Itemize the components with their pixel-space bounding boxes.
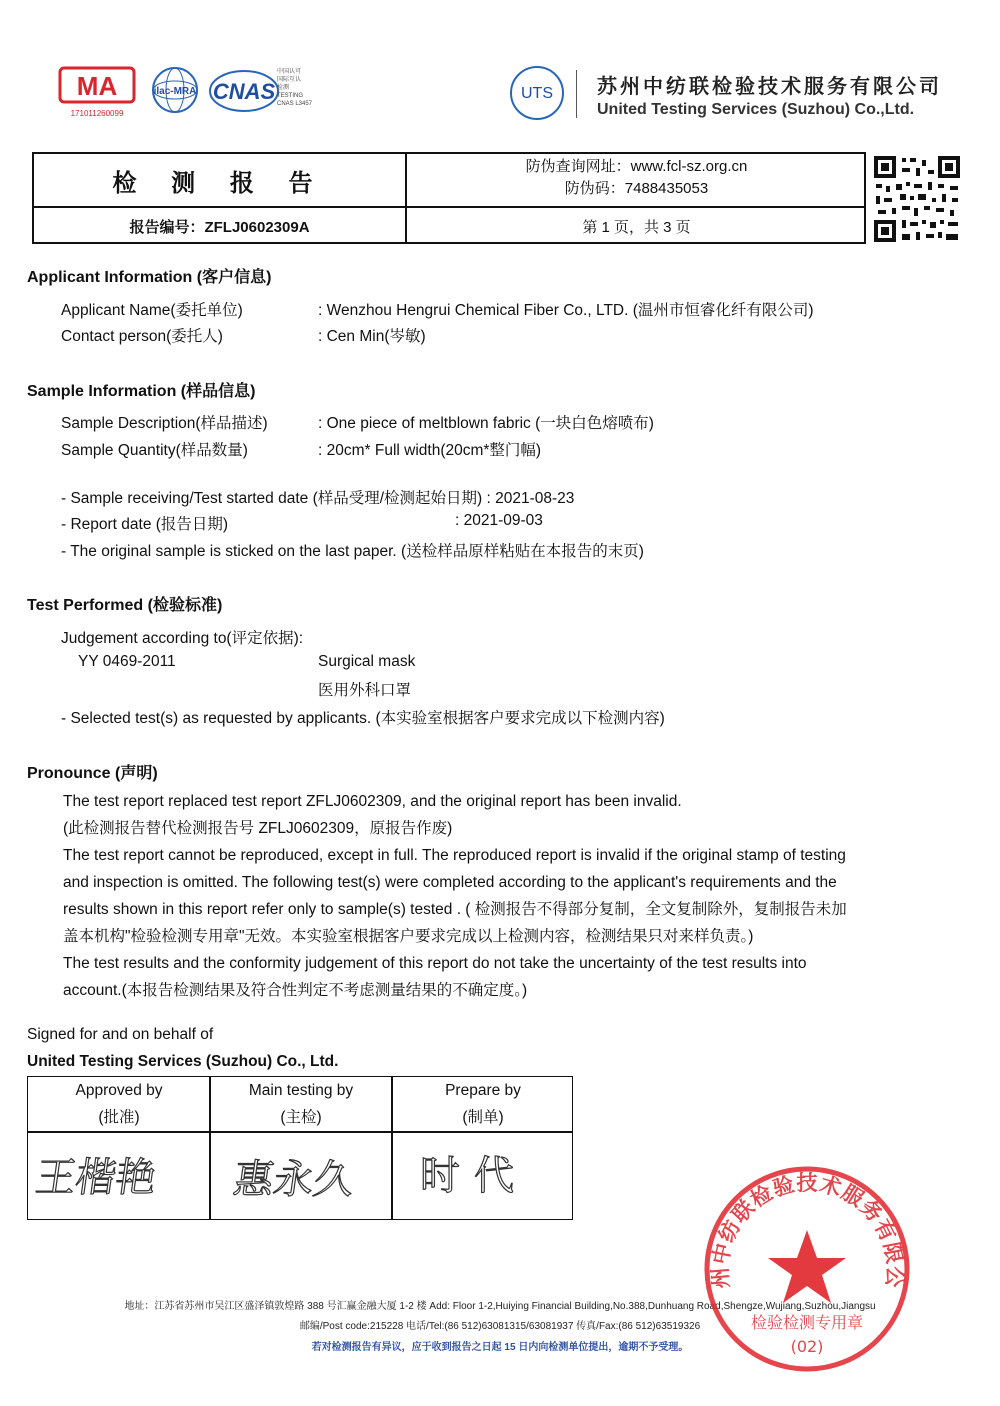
table-divider xyxy=(28,1131,572,1133)
ma-number: 171011260099 xyxy=(70,109,124,118)
header-divider xyxy=(576,70,577,118)
pronounce-line: The test results and the conformity judgement of this report do not take the uncertainty of the test results into xyxy=(63,955,807,972)
approved-by-header xyxy=(28,1077,210,1131)
applicant-name-value: : Wenzhou Hengrui Chemical Fiber Co., LTD. (温州市恒睿化纤有限公司) xyxy=(318,302,814,319)
sample-quantity-label: Sample Quantity(样品数量) xyxy=(61,442,248,459)
stamp-ring-text: 州中纺联检验技术服务有限公 xyxy=(706,1170,909,1290)
report-number: 报告编号：ZFLJ0602309A xyxy=(129,218,310,236)
query-url: 防伪查询网址：www.fcl-sz.org.cn xyxy=(525,158,748,175)
report-title: 检 测 报 告 xyxy=(112,169,327,197)
standard-code: YY 0469-2011 xyxy=(78,653,176,670)
selected-tests-note: - Selected test(s) as requested by applicants. (本实验室根据客户要求完成以下检测内容) xyxy=(61,710,665,727)
signed-for-label: Signed for and on behalf of xyxy=(27,1026,214,1043)
sample-description-value: : One piece of meltblown fabric (一块白色熔喷布) xyxy=(318,415,654,432)
cnas-caption-line: TESTING xyxy=(277,93,304,99)
main-testing-en: Main testing by xyxy=(248,1082,354,1099)
judgement-label: Judgement according to(评定依据): xyxy=(61,630,304,647)
prepare-by-header xyxy=(392,1077,574,1131)
cnas-caption-line: 国际互认 xyxy=(277,77,302,83)
pronounce-line: account.(本报告检测结果及符合性判定不考虑测量结果的不确定度。) xyxy=(63,982,528,999)
sample-receiving-date: - Sample receiving/Test started date (样品受理/检测起始日期) : 2021-08-23 xyxy=(61,490,575,507)
company-name-en: United Testing Services (Suzhou) Co.,Ltd. xyxy=(597,101,915,118)
official-stamp xyxy=(700,1162,915,1377)
sample-description-label: Sample Description(样品描述) xyxy=(61,415,268,432)
ma-logo-text: MA xyxy=(76,71,118,101)
company-name-cn: 苏州中纺联检验技术服务有限公司 xyxy=(597,76,942,98)
pronounce-line: and inspection is omitted. The following test(s) were completed according to the applicant's requirements and the xyxy=(63,874,837,891)
sample-quantity-value: : 20cm* Full width(20cm*整门幅) xyxy=(318,442,542,459)
cnas-label: CNAS xyxy=(212,79,276,104)
approved-by-en: Approved by xyxy=(75,1082,163,1099)
applicant-name-label: Applicant Name(委托单位) xyxy=(61,302,243,319)
approver-signature-text: 王楷艳 xyxy=(32,1155,160,1201)
main-testing-cn: (主检) xyxy=(280,1109,322,1126)
main-testing-header xyxy=(210,1077,392,1131)
report-info-box xyxy=(32,152,866,244)
report-date-label: - Report date (报告日期) xyxy=(61,516,229,533)
pronounce-heading: Pronounce (声明) xyxy=(27,765,158,782)
preparer-signature xyxy=(392,1135,574,1217)
standard-name-cn: 医用外科口罩 xyxy=(318,682,412,699)
cnas-caption-line: 检测 xyxy=(277,85,290,91)
applicant-heading: Applicant Information (客户信息) xyxy=(27,269,272,286)
signed-company: United Testing Services (Suzhou) Co., Ltd. xyxy=(27,1053,339,1070)
report-date-value: : 2021-09-03 xyxy=(455,512,543,529)
prepare-by-cn: (制单) xyxy=(462,1109,504,1126)
pronounce-body xyxy=(63,788,973,1004)
footer-notice: 若对检测报告有异议，应于收到报告之日起 15 日内向检测单位提出，逾期不予受理。 xyxy=(311,1342,689,1353)
cma-logo xyxy=(58,64,136,120)
footer-contact: 邮编/Post code:215228 电话/Tel:(86 512)63081315/63081937 传真/Fax:(86 512)63519326 xyxy=(299,1321,701,1332)
approver-signature xyxy=(28,1135,210,1217)
pronounce-line: The test report cannot be reproduced, except in full. The reproduced report is invalid if the original stamp of testing xyxy=(63,847,846,864)
anti-fake-info xyxy=(407,156,866,200)
uts-logo xyxy=(508,64,566,122)
footer-address: 地址：江苏省苏州市吴江区盛泽镇敦煌路 388 号汇赢金融大厦 1-2 楼 Add: Floor 1-2,Huiying Financial Building,No.388,Dunhuang Road,Shengze,Wujiang,Suzhou,Jiangsu xyxy=(124,1301,876,1312)
prepare-by-en: Prepare by xyxy=(445,1082,521,1099)
ilac-mra-logo xyxy=(147,66,203,114)
cnas-caption-line: CNAS L3457 xyxy=(277,101,313,107)
cnas-caption-line: 中国认可 xyxy=(277,69,302,75)
anti-fake-code: 防伪码：7488435053 xyxy=(564,180,709,197)
cnas-logo xyxy=(208,68,283,114)
original-sample-note: - The original sample is sticked on the last paper. (送检样品原样粘贴在本报告的末页) xyxy=(61,543,644,560)
pronounce-line: The test report replaced test report ZFLJ0602309, and the original report has been invalid. xyxy=(63,793,682,810)
page-info: 第 1 页，共 3 页 xyxy=(582,218,691,236)
main-tester-signature-text: 惠永久 xyxy=(230,1157,357,1203)
main-tester-signature xyxy=(210,1135,392,1217)
qr-code-icon xyxy=(872,154,962,244)
pronounce-line: results shown in this report refer only to sample(s) tested . ( 检测报告不得部分复制，全文复制除外，复制报告未加 xyxy=(63,901,847,918)
stamp-inner-text: 检验检测专用章 xyxy=(750,1313,864,1332)
sample-heading: Sample Information (样品信息) xyxy=(27,383,256,400)
signature-table xyxy=(27,1076,573,1220)
pronounce-line: (此检测报告替代检测报告号 ZFLJ0602309，原报告作废) xyxy=(63,820,453,837)
contact-person-value: : Cen Min(岑敏) xyxy=(318,328,426,345)
test-heading: Test Performed (检验标准) xyxy=(27,597,223,614)
contact-person-label: Contact person(委托人) xyxy=(61,328,223,345)
stamp-number: (02) xyxy=(790,1337,824,1356)
uts-label: UTS xyxy=(521,85,553,102)
standard-name-en: Surgical mask xyxy=(318,653,416,670)
approved-by-cn: (批准) xyxy=(98,1109,140,1126)
stamp-star-icon xyxy=(768,1230,846,1303)
cnas-caption xyxy=(277,68,327,108)
ilac-label: ilac-MRA xyxy=(153,86,197,97)
preparer-signature-text: 时代 xyxy=(420,1153,528,1199)
pronounce-line: 盖本机构"检验检测专用章"无效。本实验室根据客户要求完成以上检测内容，检测结果只对来样负责。) xyxy=(63,928,754,945)
